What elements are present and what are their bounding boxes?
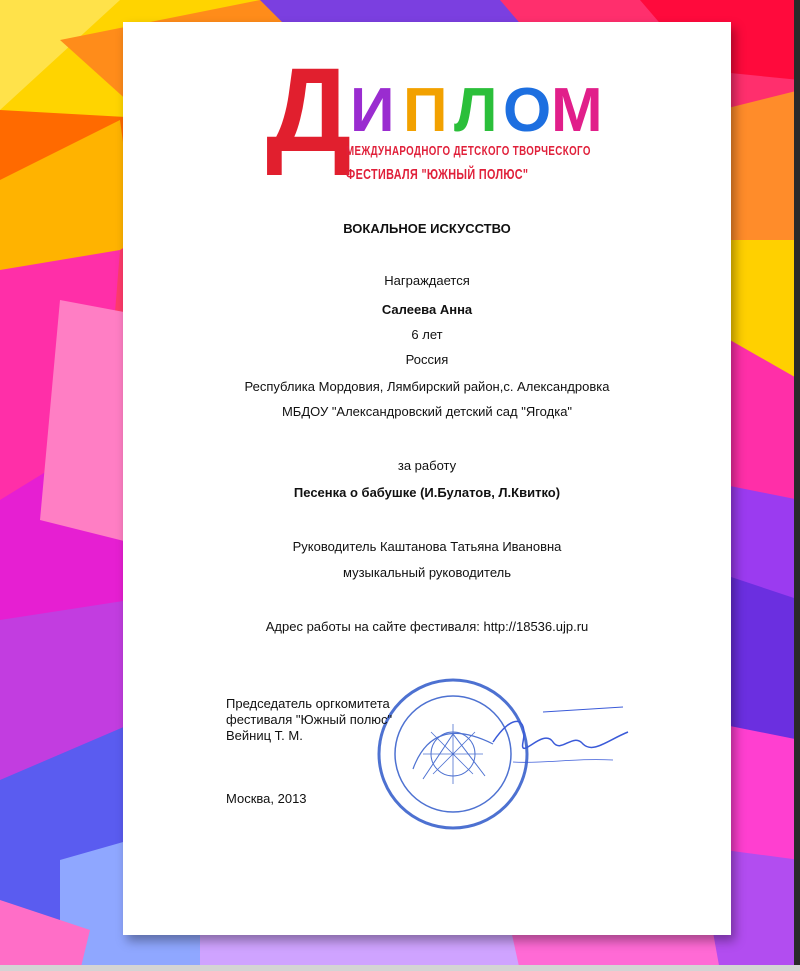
- window-edge-bottom: [0, 965, 800, 971]
- signature-mark: [483, 702, 633, 782]
- title-letter-6: М: [551, 76, 603, 145]
- title-letter-3: П: [403, 76, 448, 145]
- city-year: Москва, 2013: [226, 791, 307, 806]
- recipient-name: Салеева Анна: [381, 302, 473, 317]
- work-label: за работу: [397, 458, 457, 473]
- diploma-title-block: [266, 43, 616, 210]
- recipient-country: Россия: [405, 352, 449, 367]
- chair-line-2: фестиваля "Южный полюс": [226, 712, 393, 727]
- title-letter-2: И: [350, 76, 395, 145]
- leader-name: Руководитель Каштанова Татьяна Ивановна: [292, 539, 562, 554]
- diploma-sheet: [123, 22, 731, 935]
- chair-name: Вейниц Т. М.: [226, 728, 303, 743]
- recipient-institution: МБДОУ "Александровский детский сад "Ягодка": [281, 404, 573, 419]
- work-address: Адрес работы на сайте фестиваля: http://18536.ujp.ru: [265, 619, 589, 634]
- title-letter-4: Л: [454, 76, 498, 145]
- awarded-label: Награждается: [384, 273, 470, 288]
- chair-line-1: Председатель оргкомитета: [226, 696, 390, 711]
- subtitle-line-1: МЕЖДУНАРОДНОГО ДЕТСКОГО ТВОРЧЕСКОГО: [346, 144, 591, 158]
- category-heading: ВОКАЛЬНОЕ ИСКУССТВО: [343, 221, 511, 236]
- leader-role: музыкальный руководитель: [342, 565, 511, 580]
- title-letter-1: Д: [266, 43, 352, 177]
- recipient-region: Республика Мордовия, Лямбирский район,с. Александровка: [244, 379, 610, 394]
- recipient-age: 6 лет: [411, 327, 443, 342]
- work-title: Песенка о бабушке (И.Булатов, Л.Квитко): [293, 485, 561, 500]
- subtitle-line-2: ФЕСТИВАЛЯ "ЮЖНЫЙ ПОЛЮС": [346, 166, 529, 183]
- title-letter-5: О: [503, 76, 552, 145]
- window-edge-right: [794, 0, 800, 971]
